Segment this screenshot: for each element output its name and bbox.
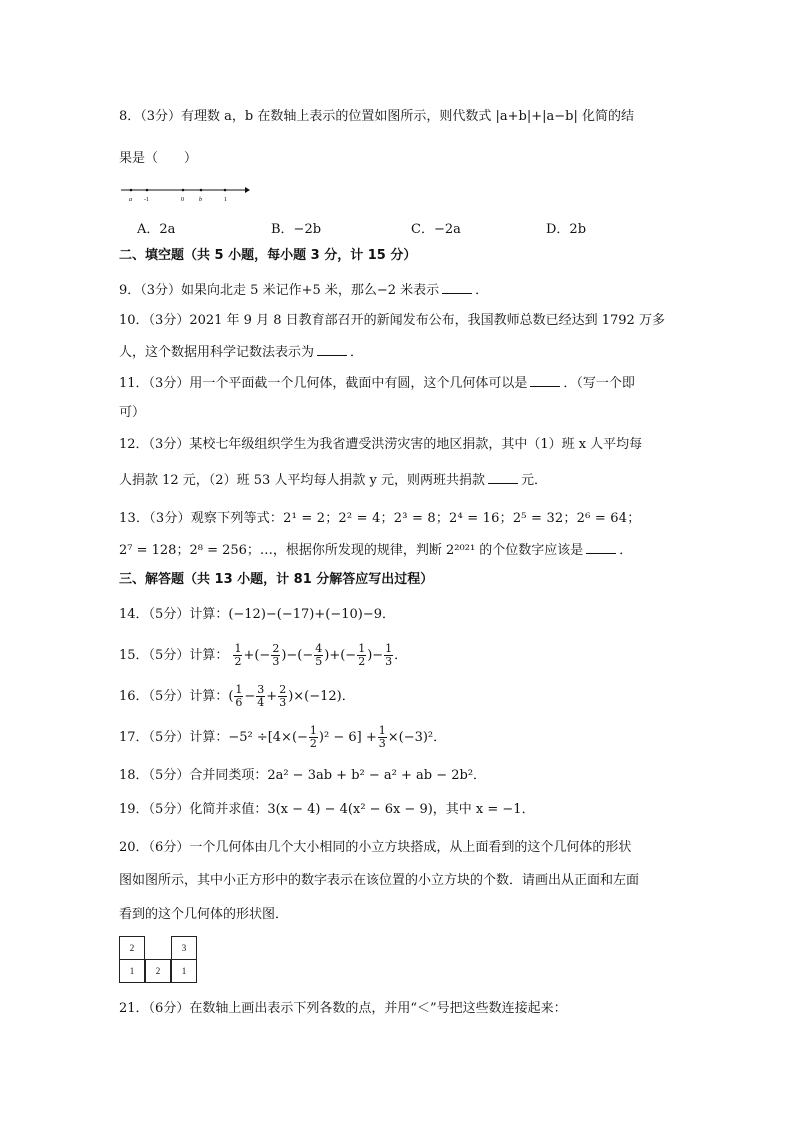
q17-prefix: 17．（5分）计算：−5² ÷[4×(− [119, 730, 308, 745]
q10-line2 [119, 343, 363, 362]
section-solve-title: 三、解答题（共 13 小题，计 81 分解答应写出过程） [119, 572, 434, 587]
answer-blank [488, 471, 518, 484]
q11-text: 11．（3分）用一个平面截一个几何体，截面中有圆，这个几何体可以是 [119, 376, 528, 391]
fraction: $\frac{1}{3}$ [385, 642, 393, 668]
fraction: $\frac{1}{2}$ [309, 724, 317, 750]
q13-text: 2⁷ = 128；2⁸ = 256；…，根据你所发现的规律，判断 2²⁰²¹ 的个位数字应该是 [119, 543, 584, 558]
q12-line2 [119, 471, 547, 490]
q13-end: ． [619, 543, 633, 558]
answer-blank [586, 541, 616, 554]
fraction: $\frac{1}{2}$ [358, 642, 366, 668]
q14: 14．（5分）计算：(−12)−(−17)+(−10)−9． [119, 607, 395, 622]
q16-prefix: 16．（5分）计算：( [119, 689, 234, 704]
q11-text-b: ．（写一个即 [563, 376, 635, 391]
fraction: $\frac{1}{3}$ [378, 724, 386, 750]
q18: 18．（5分）合并同类项：2a² − 3ab + b² − a² + ab − 2b²． [119, 768, 487, 783]
fraction: $\frac{2}{3}$ [279, 683, 287, 709]
axis-label-0: 0 [181, 197, 184, 203]
q11-line1 [119, 374, 635, 393]
q11-line2: 可） [119, 405, 146, 420]
q9-text: 9．（3分）如果向北走 5 米记作+5 米，那么−2 米表示 [119, 283, 440, 298]
fraction: $\frac{3}{4}$ [257, 683, 265, 709]
fraction: $\frac{4}{5}$ [315, 642, 323, 668]
option-b: B．−2b [271, 222, 322, 237]
q10-text: 人，这个数据用科学记数法表示为 [119, 345, 315, 360]
q9 [119, 281, 488, 300]
answer-blank [442, 281, 472, 294]
q9-end: ． [475, 283, 489, 298]
q21: 21．（6分）在数轴上画出表示下列各数的点，并用“＜”号把这些数连接起来： [119, 1001, 567, 1016]
option-a: A．2a [137, 222, 176, 237]
grid-cell: 3 [171, 936, 197, 960]
fraction: $\frac{1}{6}$ [235, 683, 243, 709]
q12-line1: 12．（3分）某校七年级组织学生为我省遭受洪涝灾害的地区捐款，其中（1）班 x 人平均每 [119, 437, 643, 452]
q10-end: ． [350, 345, 364, 360]
q13-line2 [119, 541, 632, 560]
grid-cell: 1 [119, 959, 145, 983]
grid-cell: 2 [145, 959, 171, 983]
q17: 17．（5分）计算：−5² ÷[4×(− $\frac{1}{2}$ )² − 6] + $\frac{1}{3}$ ×(−3)²． [119, 724, 447, 750]
q20-line1: 20．（6分）一个几何体由几个大小相同的小立方块搭成，从上面看到的这个几何体的形状 [119, 840, 632, 855]
fraction: $\frac{2}{3}$ [272, 642, 280, 668]
answer-blank [530, 374, 560, 387]
axis-label-a: a [129, 197, 132, 203]
number-line-figure [119, 184, 251, 204]
option-c: C．−2a [411, 222, 461, 237]
q19: 19．（5分）化简并求值：3(x − 4) − 4(x² − 6x − 9)，其中 x = −1． [119, 802, 535, 817]
fraction: $\frac{1}{2}$ [234, 642, 242, 668]
q15-prefix: 15．（5分）计算： [119, 648, 229, 663]
grid-cell: 2 [119, 936, 145, 960]
q13-line1: 13．（3分）观察下列等式：2¹ = 2；2² = 4；2³ = 8；2⁴ = 16；2⁵ = 32；2⁶ = 64； [119, 511, 641, 526]
q8-line1: 8．（3分）有理数 a，b 在数轴上表示的位置如图所示，则代数式 |a+b|+|a−b| 化简的结 [119, 109, 634, 124]
axis-label-1: 1 [224, 197, 227, 203]
q12-text: 人捐款 12 元，（2）班 53 人平均每人捐款 y 元，则两班共捐款 [119, 473, 485, 488]
q8-line2: 果是（ ） [119, 151, 198, 166]
answer-blank [317, 343, 347, 356]
q12-end: 元． [521, 473, 548, 488]
option-d: D．2b [546, 222, 587, 237]
q20-line3: 看到的这个几何体的形状图． [119, 907, 289, 922]
section-fill-in-title: 二、填空题（共 5 小题，每小题 3 分，计 15 分） [119, 248, 417, 263]
q16: 16．（5分）计算：( $\frac{1}{6}$ − $\frac{3}{4}$ + $\frac{2}{3}$ )×(−12)． [119, 683, 355, 709]
grid-cell: 1 [171, 959, 197, 983]
q10-line1: 10．（3分）2021 年 9 月 8 日教育部召开的新闻发布公布，我国教师总数已经达到 1792 万多 [119, 313, 665, 328]
q20-line2: 图如图所示，其中小正方形中的数字表示在该位置的小立方块的个数．请画出从正面和左面 [119, 873, 640, 888]
q15: 15．（5分）计算： $\frac{1}{2}$ +(− $\frac{2}{3}$ )−(− $\frac{4}{5}$ )+(− $\frac{1}{2}$ )− $\frac{1}{3}$ ． [119, 642, 408, 668]
axis-label-neg1: -1 [144, 197, 149, 203]
axis-label-b: b [199, 197, 202, 203]
